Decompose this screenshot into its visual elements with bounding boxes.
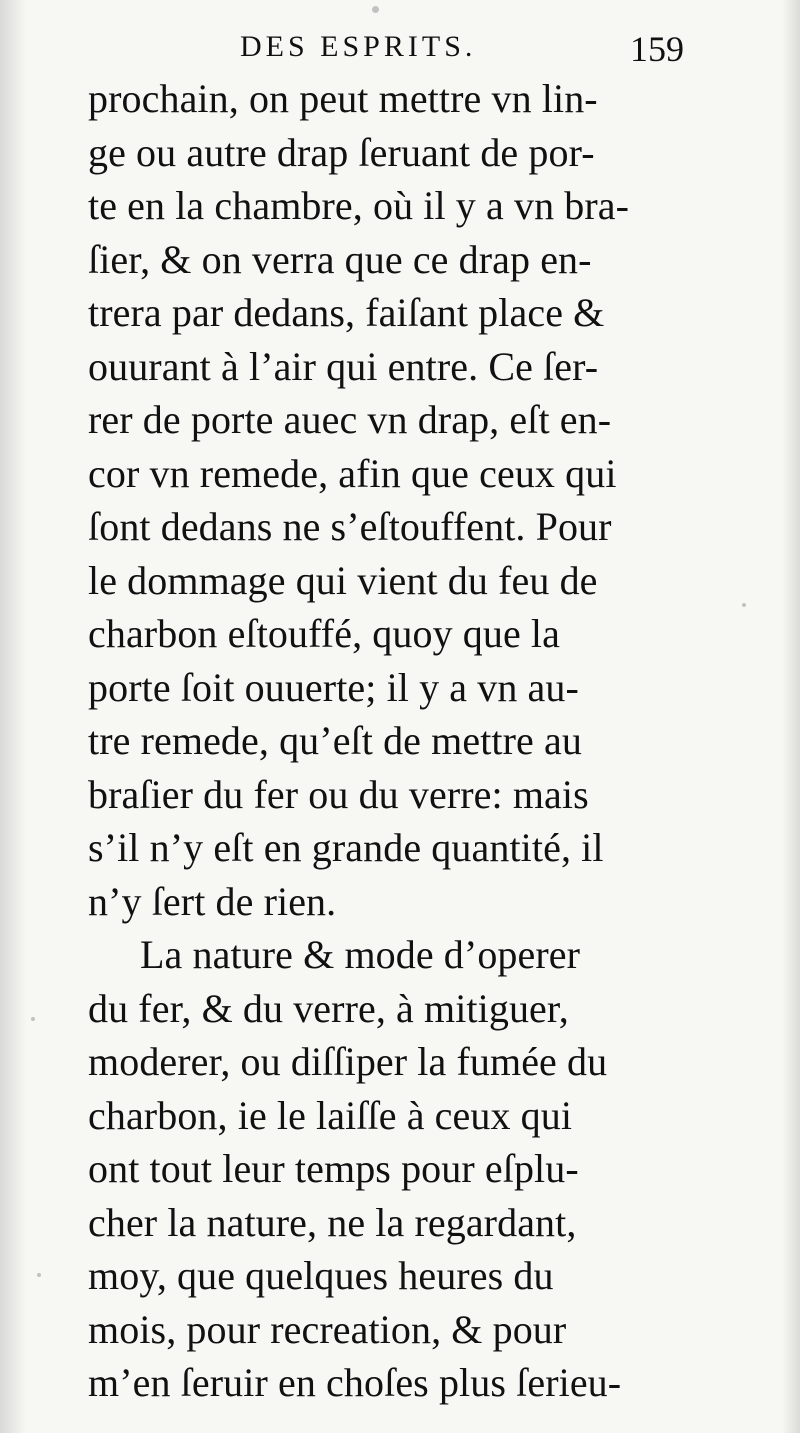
- text-line: n’y ſert de rien.: [88, 878, 337, 924]
- running-head: DES ESPRITS.: [240, 30, 477, 63]
- paper-speck: [31, 1017, 35, 1021]
- text-line: moderer, ou diſſiper la fumée du: [88, 1039, 608, 1084]
- text-line: porte ſoit ouuerte; il y a vn au-: [88, 664, 579, 710]
- text-line: charbon, ie le laiſſe à ceux qui: [88, 1092, 573, 1138]
- text-line: trera par dedans, faiſant place &: [88, 290, 605, 335]
- text-line: rer de porte auec vn drap, eſt en-: [88, 397, 612, 442]
- text-line: moy, que quelques heures du: [88, 1253, 554, 1298]
- text-line: cher la nature, ne la regardant,: [88, 1199, 577, 1245]
- text-line: m’en ſeruir en choſes plus ſerieu-: [88, 1360, 622, 1405]
- text-line: charbon eſtouffé, quoy que la: [88, 611, 561, 656]
- text-line: prochain, on peut mettre vn lin-: [88, 76, 598, 121]
- page-header: [0, 26, 800, 72]
- text-line: braſier du fer ou du verre: mais: [88, 771, 589, 817]
- text-line: s’il n’y eſt en grande quantité, il: [88, 825, 604, 870]
- text-line: du fer, & du verre, à mitiguer,: [88, 985, 569, 1031]
- text-line: le dommage qui vient du feu de: [88, 557, 598, 603]
- text-line: ont tout leur temps pour eſplu-: [88, 1146, 579, 1191]
- page-right-shadow: [782, 0, 800, 1433]
- main-text: [88, 72, 738, 1405]
- text-line: te en la chambre, où il y a vn bra-: [88, 183, 630, 228]
- page-left-shadow: [0, 0, 26, 1433]
- text-line: mois, pour recreation, & pour: [88, 1306, 567, 1352]
- text-line: ſont dedans ne s’eſtouffent. Pour: [88, 504, 612, 549]
- page-number: 159: [630, 29, 684, 69]
- paper-speck: [372, 6, 379, 13]
- text-line: ge ou autre drap ſeruant de por-: [88, 129, 595, 175]
- text-line: tre remede, qu’eſt de mettre au: [88, 718, 582, 763]
- text-line: ouurant à l’air qui entre. Ce ſer-: [88, 343, 599, 389]
- paper-speck: [742, 603, 746, 607]
- text-line: ſier, & on verra que ce drap en-: [88, 236, 592, 282]
- paper-speck: [37, 1273, 41, 1277]
- text-line: cor vn remede, afin que ceux qui: [88, 450, 617, 496]
- paragraph-first-line: La nature & mode d’operer: [140, 932, 581, 977]
